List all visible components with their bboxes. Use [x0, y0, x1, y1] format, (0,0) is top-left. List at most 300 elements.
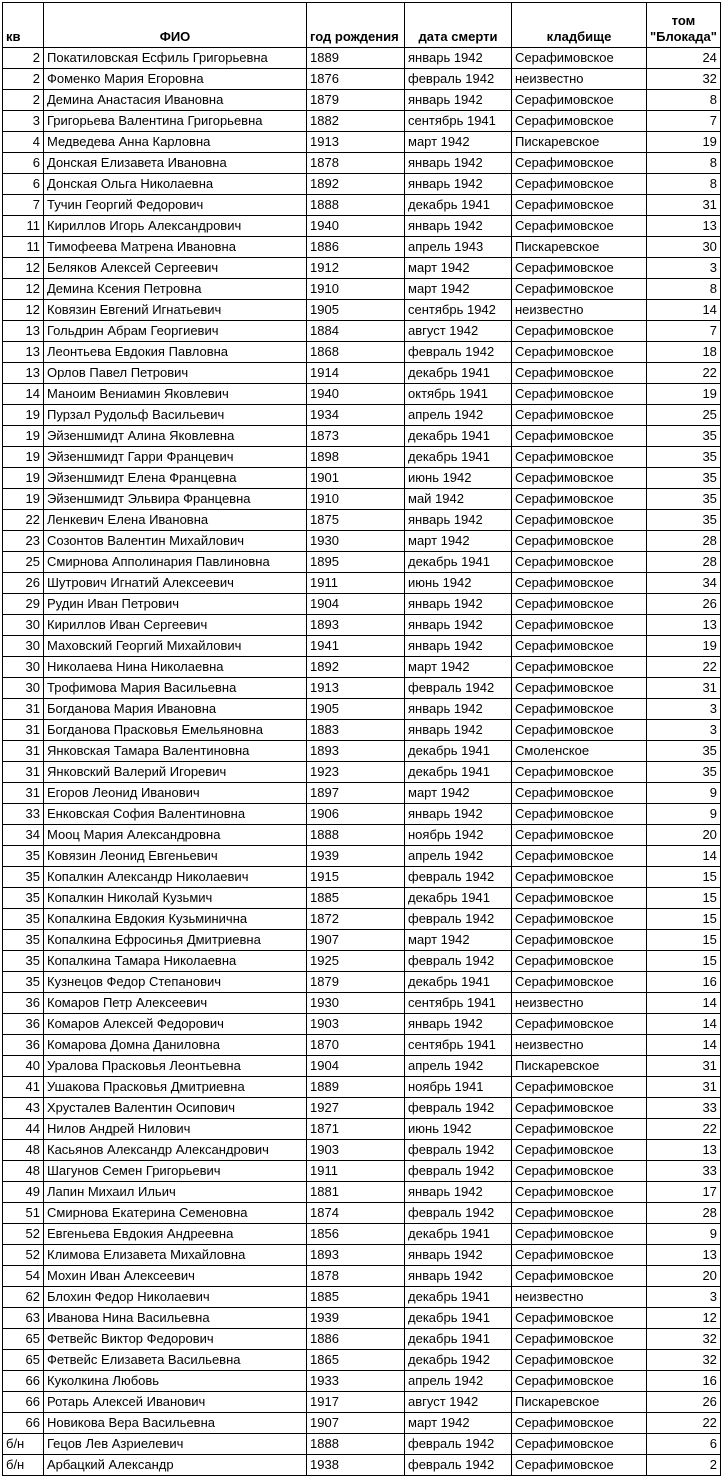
cell-birth-year[interactable]: 1893: [307, 741, 405, 762]
cell-volume[interactable]: 32: [647, 69, 721, 90]
cell-birth-year[interactable]: 1914: [307, 363, 405, 384]
cell-cemetery[interactable]: Серафимовское: [512, 1182, 647, 1203]
cell-birth-year[interactable]: 1878: [307, 1266, 405, 1287]
cell-cemetery[interactable]: Серафимовское: [512, 216, 647, 237]
cell-death-date[interactable]: декабрь 1941: [405, 1287, 512, 1308]
cell-volume[interactable]: 13: [647, 615, 721, 636]
cell-volume[interactable]: 15: [647, 888, 721, 909]
cell-death-date[interactable]: январь 1942: [405, 1182, 512, 1203]
cell-cemetery[interactable]: Серафимовское: [512, 1014, 647, 1035]
cell-kv[interactable]: 66: [3, 1371, 44, 1392]
cell-birth-year[interactable]: 1904: [307, 1056, 405, 1077]
cell-fio[interactable]: Эйзеншмидт Алина Яковлевна: [44, 426, 307, 447]
cell-death-date[interactable]: сентябрь 1941: [405, 993, 512, 1014]
cell-cemetery[interactable]: Серафимовское: [512, 657, 647, 678]
cell-volume[interactable]: 19: [647, 132, 721, 153]
cell-cemetery[interactable]: Пискаревское: [512, 132, 647, 153]
cell-volume[interactable]: 35: [647, 426, 721, 447]
cell-cemetery[interactable]: Серафимовское: [512, 1203, 647, 1224]
cell-fio[interactable]: Мохин Иван Алексеевич: [44, 1266, 307, 1287]
cell-volume[interactable]: 25: [647, 405, 721, 426]
cell-birth-year[interactable]: 1889: [307, 48, 405, 69]
cell-volume[interactable]: 28: [647, 552, 721, 573]
cell-cemetery[interactable]: Серафимовское: [512, 1098, 647, 1119]
cell-birth-year[interactable]: 1913: [307, 132, 405, 153]
cell-birth-year[interactable]: 1886: [307, 237, 405, 258]
cell-fio[interactable]: Блохин Федор Николаевич: [44, 1287, 307, 1308]
cell-cemetery[interactable]: Серафимовское: [512, 174, 647, 195]
cell-fio[interactable]: Арбацкий Александр: [44, 1455, 307, 1476]
cell-fio[interactable]: Енковская София Валентиновна: [44, 804, 307, 825]
cell-kv[interactable]: 25: [3, 552, 44, 573]
cell-fio[interactable]: Ротарь Алексей Иванович: [44, 1392, 307, 1413]
cell-cemetery[interactable]: Пискаревское: [512, 1056, 647, 1077]
cell-volume[interactable]: 24: [647, 48, 721, 69]
cell-fio[interactable]: Донская Ольга Николаевна: [44, 174, 307, 195]
cell-fio[interactable]: Рудин Иван Петрович: [44, 594, 307, 615]
cell-fio[interactable]: Шагунов Семен Григорьевич: [44, 1161, 307, 1182]
cell-volume[interactable]: 3: [647, 258, 721, 279]
cell-kv[interactable]: 30: [3, 657, 44, 678]
cell-volume[interactable]: 31: [647, 195, 721, 216]
cell-birth-year[interactable]: 1871: [307, 1119, 405, 1140]
cell-cemetery[interactable]: Пискаревское: [512, 237, 647, 258]
cell-birth-year[interactable]: 1939: [307, 1308, 405, 1329]
cell-fio[interactable]: Ленкевич Елена Ивановна: [44, 510, 307, 531]
cell-death-date[interactable]: декабрь 1941: [405, 888, 512, 909]
cell-fio[interactable]: Смирнова Апполинария Павлиновна: [44, 552, 307, 573]
cell-fio[interactable]: Тимофеева Матрена Ивановна: [44, 237, 307, 258]
cell-death-date[interactable]: январь 1942: [405, 615, 512, 636]
cell-death-date[interactable]: февраль 1942: [405, 1140, 512, 1161]
cell-death-date[interactable]: июнь 1942: [405, 1119, 512, 1140]
cell-kv[interactable]: 12: [3, 300, 44, 321]
cell-death-date[interactable]: апрель 1942: [405, 1371, 512, 1392]
cell-death-date[interactable]: ноябрь 1941: [405, 1077, 512, 1098]
cell-cemetery[interactable]: Серафимовское: [512, 1413, 647, 1434]
cell-kv[interactable]: 4: [3, 132, 44, 153]
cell-birth-year[interactable]: 1913: [307, 678, 405, 699]
cell-fio[interactable]: Копалкина Евдокия Кузьминична: [44, 909, 307, 930]
cell-kv[interactable]: 13: [3, 321, 44, 342]
cell-kv[interactable]: 19: [3, 447, 44, 468]
cell-kv[interactable]: 44: [3, 1119, 44, 1140]
cell-fio[interactable]: Фетвейс Виктор Федорович: [44, 1329, 307, 1350]
cell-death-date[interactable]: апрель 1942: [405, 1056, 512, 1077]
cell-birth-year[interactable]: 1865: [307, 1350, 405, 1371]
cell-death-date[interactable]: февраль 1942: [405, 1455, 512, 1476]
cell-death-date[interactable]: март 1942: [405, 279, 512, 300]
cell-fio[interactable]: Николаева Нина Николаевна: [44, 657, 307, 678]
cell-birth-year[interactable]: 1873: [307, 426, 405, 447]
cell-birth-year[interactable]: 1876: [307, 69, 405, 90]
cell-fio[interactable]: Мооц Мария Александровна: [44, 825, 307, 846]
cell-death-date[interactable]: май 1942: [405, 489, 512, 510]
cell-volume[interactable]: 3: [647, 720, 721, 741]
cell-volume[interactable]: 15: [647, 867, 721, 888]
cell-kv[interactable]: 6: [3, 153, 44, 174]
header-kv[interactable]: кв: [3, 3, 44, 48]
cell-kv[interactable]: 35: [3, 888, 44, 909]
cell-birth-year[interactable]: 1907: [307, 1413, 405, 1434]
cell-volume[interactable]: 33: [647, 1161, 721, 1182]
cell-volume[interactable]: 28: [647, 1203, 721, 1224]
cell-volume[interactable]: 22: [647, 1413, 721, 1434]
cell-fio[interactable]: Егоров Леонид Иванович: [44, 783, 307, 804]
cell-birth-year[interactable]: 1939: [307, 846, 405, 867]
cell-volume[interactable]: 14: [647, 1014, 721, 1035]
cell-cemetery[interactable]: Серафимовское: [512, 615, 647, 636]
cell-volume[interactable]: 3: [647, 699, 721, 720]
cell-birth-year[interactable]: 1881: [307, 1182, 405, 1203]
cell-death-date[interactable]: февраль 1942: [405, 1161, 512, 1182]
cell-death-date[interactable]: декабрь 1941: [405, 447, 512, 468]
cell-death-date[interactable]: январь 1942: [405, 510, 512, 531]
cell-death-date[interactable]: январь 1942: [405, 1014, 512, 1035]
cell-volume[interactable]: 13: [647, 1140, 721, 1161]
cell-kv[interactable]: 34: [3, 825, 44, 846]
cell-birth-year[interactable]: 1940: [307, 384, 405, 405]
cell-fio[interactable]: Комаров Петр Алексеевич: [44, 993, 307, 1014]
cell-kv[interactable]: 35: [3, 909, 44, 930]
cell-fio[interactable]: Гецов Лев Азриелевич: [44, 1434, 307, 1455]
cell-birth-year[interactable]: 1878: [307, 153, 405, 174]
cell-kv[interactable]: 35: [3, 972, 44, 993]
cell-cemetery[interactable]: Серафимовское: [512, 762, 647, 783]
cell-birth-year[interactable]: 1895: [307, 552, 405, 573]
cell-volume[interactable]: 9: [647, 1224, 721, 1245]
cell-cemetery[interactable]: Серафимовское: [512, 1371, 647, 1392]
cell-volume[interactable]: 19: [647, 636, 721, 657]
cell-death-date[interactable]: февраль 1942: [405, 1098, 512, 1119]
cell-fio[interactable]: Кириллов Игорь Александрович: [44, 216, 307, 237]
cell-fio[interactable]: Леонтьева Евдокия Павловна: [44, 342, 307, 363]
cell-kv[interactable]: 30: [3, 615, 44, 636]
cell-death-date[interactable]: февраль 1942: [405, 1434, 512, 1455]
cell-fio[interactable]: Фоменко Мария Егоровна: [44, 69, 307, 90]
cell-fio[interactable]: Кириллов Иван Сергеевич: [44, 615, 307, 636]
cell-birth-year[interactable]: 1917: [307, 1392, 405, 1413]
cell-fio[interactable]: Копалкин Николай Кузьмич: [44, 888, 307, 909]
cell-cemetery[interactable]: Серафимовское: [512, 594, 647, 615]
cell-kv[interactable]: 31: [3, 741, 44, 762]
cell-death-date[interactable]: январь 1942: [405, 153, 512, 174]
cell-kv[interactable]: 40: [3, 1056, 44, 1077]
cell-birth-year[interactable]: 1933: [307, 1371, 405, 1392]
cell-volume[interactable]: 9: [647, 783, 721, 804]
cell-cemetery[interactable]: неизвестно: [512, 69, 647, 90]
cell-death-date[interactable]: март 1942: [405, 258, 512, 279]
cell-fio[interactable]: Трофимова Мария Васильевна: [44, 678, 307, 699]
cell-birth-year[interactable]: 1923: [307, 762, 405, 783]
cell-kv[interactable]: 2: [3, 48, 44, 69]
cell-cemetery[interactable]: Серафимовское: [512, 573, 647, 594]
cell-cemetery[interactable]: Серафимовское: [512, 1266, 647, 1287]
cell-birth-year[interactable]: 1906: [307, 804, 405, 825]
cell-cemetery[interactable]: Серафимовское: [512, 1350, 647, 1371]
cell-kv[interactable]: 52: [3, 1245, 44, 1266]
cell-cemetery[interactable]: Серафимовское: [512, 678, 647, 699]
cell-fio[interactable]: Фетвейс Елизавета Васильевна: [44, 1350, 307, 1371]
cell-death-date[interactable]: март 1942: [405, 132, 512, 153]
cell-kv[interactable]: 13: [3, 363, 44, 384]
cell-cemetery[interactable]: Серафимовское: [512, 195, 647, 216]
cell-kv[interactable]: 11: [3, 216, 44, 237]
cell-cemetery[interactable]: Серафимовское: [512, 279, 647, 300]
cell-death-date[interactable]: сентябрь 1941: [405, 1035, 512, 1056]
cell-cemetery[interactable]: Серафимовское: [512, 1329, 647, 1350]
cell-kv[interactable]: 13: [3, 342, 44, 363]
cell-volume[interactable]: 9: [647, 804, 721, 825]
cell-cemetery[interactable]: Серафимовское: [512, 720, 647, 741]
cell-kv[interactable]: 19: [3, 468, 44, 489]
cell-fio[interactable]: Покатиловская Есфиль Григорьевна: [44, 48, 307, 69]
cell-cemetery[interactable]: Серафимовское: [512, 111, 647, 132]
cell-birth-year[interactable]: 1888: [307, 195, 405, 216]
cell-death-date[interactable]: сентябрь 1942: [405, 300, 512, 321]
cell-cemetery[interactable]: Серафимовское: [512, 426, 647, 447]
cell-death-date[interactable]: декабрь 1941: [405, 762, 512, 783]
cell-birth-year[interactable]: 1911: [307, 573, 405, 594]
cell-death-date[interactable]: январь 1942: [405, 804, 512, 825]
cell-cemetery[interactable]: Серафимовское: [512, 489, 647, 510]
cell-birth-year[interactable]: 1911: [307, 1161, 405, 1182]
cell-kv[interactable]: 35: [3, 930, 44, 951]
cell-volume[interactable]: 32: [647, 1329, 721, 1350]
cell-birth-year[interactable]: 1885: [307, 1287, 405, 1308]
cell-kv[interactable]: 65: [3, 1329, 44, 1350]
cell-birth-year[interactable]: 1884: [307, 321, 405, 342]
cell-cemetery[interactable]: Серафимовское: [512, 531, 647, 552]
cell-fio[interactable]: Маховский Георгий Михайлович: [44, 636, 307, 657]
cell-birth-year[interactable]: 1868: [307, 342, 405, 363]
cell-fio[interactable]: Демина Ксения Петровна: [44, 279, 307, 300]
cell-cemetery[interactable]: Серафимовское: [512, 825, 647, 846]
cell-cemetery[interactable]: Серафимовское: [512, 510, 647, 531]
cell-death-date[interactable]: март 1942: [405, 930, 512, 951]
cell-fio[interactable]: Созонтов Валентин Михайлович: [44, 531, 307, 552]
cell-fio[interactable]: Григорьева Валентина Григорьевна: [44, 111, 307, 132]
cell-birth-year[interactable]: 1885: [307, 888, 405, 909]
cell-birth-year[interactable]: 1883: [307, 720, 405, 741]
cell-volume[interactable]: 35: [647, 447, 721, 468]
cell-cemetery[interactable]: неизвестно: [512, 993, 647, 1014]
cell-kv[interactable]: 23: [3, 531, 44, 552]
cell-birth-year[interactable]: 1901: [307, 468, 405, 489]
cell-death-date[interactable]: февраль 1942: [405, 678, 512, 699]
cell-death-date[interactable]: декабрь 1941: [405, 552, 512, 573]
cell-kv[interactable]: 19: [3, 426, 44, 447]
cell-fio[interactable]: Иванова Нина Васильевна: [44, 1308, 307, 1329]
cell-kv[interactable]: 33: [3, 804, 44, 825]
cell-volume[interactable]: 20: [647, 1266, 721, 1287]
cell-volume[interactable]: 35: [647, 762, 721, 783]
cell-volume[interactable]: 8: [647, 174, 721, 195]
cell-cemetery[interactable]: Серафимовское: [512, 48, 647, 69]
cell-volume[interactable]: 35: [647, 489, 721, 510]
cell-kv[interactable]: 51: [3, 1203, 44, 1224]
cell-volume[interactable]: 8: [647, 153, 721, 174]
cell-death-date[interactable]: октябрь 1941: [405, 384, 512, 405]
cell-volume[interactable]: 26: [647, 1392, 721, 1413]
cell-death-date[interactable]: февраль 1942: [405, 909, 512, 930]
cell-volume[interactable]: 7: [647, 321, 721, 342]
cell-volume[interactable]: 16: [647, 972, 721, 993]
cell-volume[interactable]: 7: [647, 111, 721, 132]
cell-kv[interactable]: 2: [3, 90, 44, 111]
cell-volume[interactable]: 6: [647, 1434, 721, 1455]
cell-volume[interactable]: 31: [647, 678, 721, 699]
cell-volume[interactable]: 35: [647, 510, 721, 531]
cell-volume[interactable]: 15: [647, 930, 721, 951]
cell-cemetery[interactable]: Серафимовское: [512, 258, 647, 279]
cell-birth-year[interactable]: 1910: [307, 279, 405, 300]
cell-birth-year[interactable]: 1930: [307, 531, 405, 552]
cell-death-date[interactable]: январь 1942: [405, 636, 512, 657]
cell-fio[interactable]: Беляков Алексей Сергеевич: [44, 258, 307, 279]
cell-kv[interactable]: б/н: [3, 1434, 44, 1455]
cell-birth-year[interactable]: 1879: [307, 90, 405, 111]
cell-fio[interactable]: Шутрович Игнатий Алексеевич: [44, 573, 307, 594]
cell-kv[interactable]: 62: [3, 1287, 44, 1308]
header-volume[interactable]: [647, 3, 721, 48]
cell-death-date[interactable]: февраль 1942: [405, 342, 512, 363]
cell-kv[interactable]: 31: [3, 720, 44, 741]
cell-death-date[interactable]: сентябрь 1941: [405, 111, 512, 132]
cell-death-date[interactable]: декабрь 1941: [405, 1224, 512, 1245]
cell-birth-year[interactable]: 1903: [307, 1140, 405, 1161]
cell-death-date[interactable]: март 1942: [405, 1413, 512, 1434]
cell-cemetery[interactable]: неизвестно: [512, 300, 647, 321]
cell-kv[interactable]: 19: [3, 489, 44, 510]
cell-fio[interactable]: Богданова Мария Ивановна: [44, 699, 307, 720]
cell-kv[interactable]: 6: [3, 174, 44, 195]
cell-cemetery[interactable]: Серафимовское: [512, 153, 647, 174]
cell-cemetery[interactable]: Серафимовское: [512, 321, 647, 342]
cell-cemetery[interactable]: Серафимовское: [512, 972, 647, 993]
cell-death-date[interactable]: январь 1942: [405, 174, 512, 195]
cell-fio[interactable]: Ушакова Прасковья Дмитриевна: [44, 1077, 307, 1098]
cell-fio[interactable]: Нилов Андрей Нилович: [44, 1119, 307, 1140]
cell-birth-year[interactable]: 1874: [307, 1203, 405, 1224]
cell-kv[interactable]: 7: [3, 195, 44, 216]
cell-birth-year[interactable]: 1872: [307, 909, 405, 930]
cell-kv[interactable]: 54: [3, 1266, 44, 1287]
cell-death-date[interactable]: декабрь 1941: [405, 1329, 512, 1350]
cell-kv[interactable]: 11: [3, 237, 44, 258]
cell-kv[interactable]: 31: [3, 699, 44, 720]
cell-fio[interactable]: Ковязин Евгений Игнатьевич: [44, 300, 307, 321]
cell-cemetery[interactable]: Серафимовское: [512, 888, 647, 909]
cell-cemetery[interactable]: Серафимовское: [512, 699, 647, 720]
cell-kv[interactable]: б/н: [3, 1455, 44, 1476]
cell-death-date[interactable]: июнь 1942: [405, 468, 512, 489]
cell-death-date[interactable]: февраль 1942: [405, 867, 512, 888]
cell-fio[interactable]: Тучин Георгий Федорович: [44, 195, 307, 216]
cell-fio[interactable]: Демина Анастасия Ивановна: [44, 90, 307, 111]
header-cemetery[interactable]: кладбище: [512, 3, 647, 48]
cell-volume[interactable]: 22: [647, 657, 721, 678]
cell-death-date[interactable]: январь 1942: [405, 1245, 512, 1266]
cell-volume[interactable]: 14: [647, 993, 721, 1014]
cell-birth-year[interactable]: 1907: [307, 930, 405, 951]
cell-volume[interactable]: 22: [647, 363, 721, 384]
cell-birth-year[interactable]: 1897: [307, 783, 405, 804]
cell-volume[interactable]: 13: [647, 216, 721, 237]
cell-birth-year[interactable]: 1889: [307, 1077, 405, 1098]
cell-fio[interactable]: Уралова Прасковья Леонтьевна: [44, 1056, 307, 1077]
cell-death-date[interactable]: декабрь 1941: [405, 972, 512, 993]
cell-death-date[interactable]: январь 1942: [405, 90, 512, 111]
cell-cemetery[interactable]: Серафимовское: [512, 342, 647, 363]
cell-kv[interactable]: 41: [3, 1077, 44, 1098]
cell-death-date[interactable]: февраль 1942: [405, 951, 512, 972]
cell-volume[interactable]: 22: [647, 1119, 721, 1140]
cell-cemetery[interactable]: Серафимовское: [512, 468, 647, 489]
cell-birth-year[interactable]: 1903: [307, 1014, 405, 1035]
cell-death-date[interactable]: февраль 1942: [405, 1203, 512, 1224]
cell-cemetery[interactable]: Серафимовское: [512, 1455, 647, 1476]
cell-fio[interactable]: Комаров Алексей Федорович: [44, 1014, 307, 1035]
cell-cemetery[interactable]: Серафимовское: [512, 1140, 647, 1161]
cell-cemetery[interactable]: Серафимовское: [512, 846, 647, 867]
cell-kv[interactable]: 43: [3, 1098, 44, 1119]
cell-volume[interactable]: 31: [647, 1077, 721, 1098]
cell-death-date[interactable]: ноябрь 1942: [405, 825, 512, 846]
cell-volume[interactable]: 14: [647, 846, 721, 867]
cell-death-date[interactable]: апрель 1942: [405, 846, 512, 867]
cell-death-date[interactable]: март 1942: [405, 657, 512, 678]
cell-fio[interactable]: Донская Елизавета Ивановна: [44, 153, 307, 174]
cell-cemetery[interactable]: Серафимовское: [512, 930, 647, 951]
cell-fio[interactable]: Кузнецов Федор Степанович: [44, 972, 307, 993]
cell-fio[interactable]: Богданова Прасковья Емельяновна: [44, 720, 307, 741]
cell-fio[interactable]: Касьянов Александр Александрович: [44, 1140, 307, 1161]
cell-fio[interactable]: Янковская Тамара Валентиновна: [44, 741, 307, 762]
cell-death-date[interactable]: декабрь 1941: [405, 741, 512, 762]
cell-volume[interactable]: 16: [647, 1371, 721, 1392]
cell-cemetery[interactable]: Серафимовское: [512, 447, 647, 468]
cell-cemetery[interactable]: Серафимовское: [512, 909, 647, 930]
cell-fio[interactable]: Эйзеншмидт Гарри Францевич: [44, 447, 307, 468]
cell-birth-year[interactable]: 1910: [307, 489, 405, 510]
cell-fio[interactable]: Евгеньева Евдокия Андреевна: [44, 1224, 307, 1245]
cell-death-date[interactable]: январь 1942: [405, 48, 512, 69]
cell-birth-year[interactable]: 1888: [307, 1434, 405, 1455]
cell-fio[interactable]: Медведева Анна Карловна: [44, 132, 307, 153]
cell-kv[interactable]: 14: [3, 384, 44, 405]
cell-birth-year[interactable]: 1893: [307, 615, 405, 636]
header-fio[interactable]: ФИО: [44, 3, 307, 48]
cell-kv[interactable]: 2: [3, 69, 44, 90]
cell-death-date[interactable]: январь 1942: [405, 1266, 512, 1287]
cell-volume[interactable]: 2: [647, 1455, 721, 1476]
cell-birth-year[interactable]: 1904: [307, 594, 405, 615]
cell-volume[interactable]: 15: [647, 909, 721, 930]
cell-birth-year[interactable]: 1875: [307, 510, 405, 531]
cell-fio[interactable]: Смирнова Екатерина Семеновна: [44, 1203, 307, 1224]
cell-kv[interactable]: 52: [3, 1224, 44, 1245]
cell-volume[interactable]: 31: [647, 1056, 721, 1077]
cell-volume[interactable]: 32: [647, 1350, 721, 1371]
cell-fio[interactable]: Эйзеншмидт Эльвира Францевна: [44, 489, 307, 510]
cell-death-date[interactable]: февраль 1942: [405, 69, 512, 90]
cell-cemetery[interactable]: Серафимовское: [512, 1119, 647, 1140]
cell-birth-year[interactable]: 1912: [307, 258, 405, 279]
cell-volume[interactable]: 8: [647, 279, 721, 300]
cell-cemetery[interactable]: Серафимовское: [512, 1077, 647, 1098]
cell-volume[interactable]: 14: [647, 1035, 721, 1056]
